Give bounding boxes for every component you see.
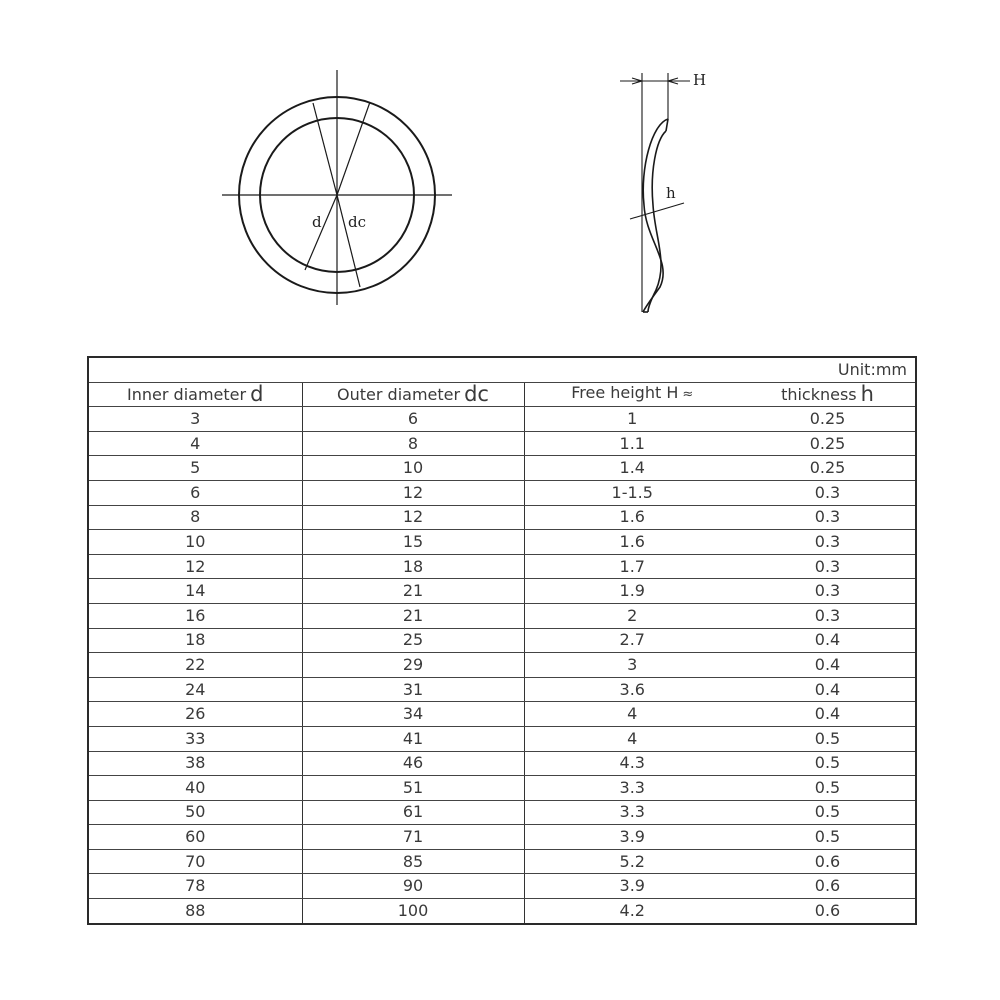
- outer-diameter-cell: 100: [302, 899, 524, 924]
- inner-diameter-label: d: [312, 213, 322, 231]
- outer-diameter-cell: 85: [302, 849, 524, 874]
- inner-diameter-cell: 8: [88, 505, 302, 530]
- free-height-value: 3.3: [619, 777, 645, 797]
- header-free-height: [524, 382, 740, 407]
- washer-drawing: [0, 0, 1000, 350]
- thickness-cell: 0.3: [740, 480, 916, 505]
- thickness-cell: 0.3: [740, 579, 916, 604]
- front-view: [222, 70, 452, 305]
- free-height-value: 1: [627, 408, 638, 428]
- inner-diameter-cell: 33: [88, 726, 302, 751]
- free-height-value: 1.1: [619, 433, 645, 453]
- outer-diameter-leader-top: [337, 102, 370, 195]
- thickness-cell: 0.4: [740, 653, 916, 678]
- thickness-cell: 0.5: [740, 726, 916, 751]
- inner-diameter-cell: 12: [88, 554, 302, 579]
- table-row: [88, 899, 916, 924]
- free-height-value: 3.9: [619, 827, 645, 847]
- washer-top-edge: [666, 119, 668, 131]
- table-row: [88, 653, 916, 678]
- spec-table: [87, 356, 917, 925]
- table-row: [88, 530, 916, 555]
- free-height-cell: [524, 874, 740, 899]
- washer-profile-inner: [648, 131, 666, 312]
- thickness-cell: 0.4: [740, 702, 916, 727]
- outer-diameter-cell: 71: [302, 825, 524, 850]
- outer-diameter-cell: 8: [302, 431, 524, 456]
- free-height-cell: [524, 554, 740, 579]
- free-height-value: 1.6: [619, 507, 645, 527]
- thickness-leader: [630, 203, 684, 219]
- free-height-value: 1.7: [619, 556, 645, 576]
- header-outer-diameter: [302, 382, 524, 407]
- free-height-cell: [524, 677, 740, 702]
- header-outer-diameter-label: Outer diameter: [337, 384, 461, 404]
- inner-diameter-cell: 26: [88, 702, 302, 727]
- thickness-cell: 0.5: [740, 776, 916, 801]
- unit-row: [88, 357, 916, 382]
- table-row: [88, 800, 916, 825]
- outer-diameter-cell: 21: [302, 603, 524, 628]
- free-height-cell: [524, 776, 740, 801]
- inner-diameter-cell: 40: [88, 776, 302, 801]
- thickness-cell: 0.3: [740, 603, 916, 628]
- thickness-cell: 0.4: [740, 677, 916, 702]
- outer-diameter-leader-bottom: [337, 195, 360, 287]
- table-row: [88, 751, 916, 776]
- free-height-cell: [524, 899, 740, 924]
- inner-diameter-cell: 70: [88, 849, 302, 874]
- table-row: [88, 874, 916, 899]
- table-row: [88, 603, 916, 628]
- thickness-label: h: [666, 184, 676, 202]
- thickness-cell: 0.3: [740, 554, 916, 579]
- free-height-cell: [524, 579, 740, 604]
- outer-diameter-cell: 90: [302, 874, 524, 899]
- free-height-cell: [524, 800, 740, 825]
- thickness-cell: 0.25: [740, 431, 916, 456]
- inner-diameter-cell: 24: [88, 677, 302, 702]
- table-row: [88, 849, 916, 874]
- header-inner-diameter-symbol: d: [250, 382, 264, 406]
- table-row: [88, 825, 916, 850]
- free-height-cell: [524, 726, 740, 751]
- header-free-height-symbol: H: [666, 383, 679, 403]
- inner-diameter-cell: 78: [88, 874, 302, 899]
- thickness-cell: 0.4: [740, 628, 916, 653]
- free-height-cell: [524, 505, 740, 530]
- inner-diameter-leader-top: [313, 103, 337, 195]
- free-height-value: 4: [627, 728, 638, 748]
- side-view: [620, 73, 690, 312]
- inner-diameter-cell: 18: [88, 628, 302, 653]
- thickness-cell: 0.5: [740, 800, 916, 825]
- thickness-cell: 0.6: [740, 874, 916, 899]
- outer-diameter-cell: 29: [302, 653, 524, 678]
- outer-diameter-label: dc: [348, 213, 367, 231]
- header-thickness: [740, 382, 916, 407]
- table-row: [88, 677, 916, 702]
- outer-diameter-cell: 61: [302, 800, 524, 825]
- inner-diameter-cell: 38: [88, 751, 302, 776]
- free-height-cell: [524, 849, 740, 874]
- table-row: [88, 628, 916, 653]
- inner-diameter-cell: 14: [88, 579, 302, 604]
- free-height-cell: [524, 751, 740, 776]
- outer-diameter-cell: 21: [302, 579, 524, 604]
- table-row: [88, 480, 916, 505]
- free-height-value: 1.6: [619, 531, 645, 551]
- table-row: [88, 431, 916, 456]
- free-height-cell: [524, 653, 740, 678]
- table-row: [88, 579, 916, 604]
- inner-diameter-cell: 50: [88, 800, 302, 825]
- thickness-cell: 0.5: [740, 825, 916, 850]
- free-height-cell: [524, 407, 740, 432]
- free-height-value: 4: [627, 704, 638, 724]
- inner-diameter-cell: 5: [88, 456, 302, 481]
- free-height-label: H: [693, 71, 707, 89]
- spec-table-body: [88, 357, 916, 924]
- inner-diameter-cell: 60: [88, 825, 302, 850]
- inner-diameter-cell: 16: [88, 603, 302, 628]
- free-height-value: 3: [627, 654, 638, 674]
- header-thickness-symbol: h: [860, 382, 874, 406]
- outer-diameter-cell: 46: [302, 751, 524, 776]
- free-height-cell: [524, 530, 740, 555]
- unit-label: Unit:mm: [88, 357, 916, 382]
- outer-diameter-cell: 6: [302, 407, 524, 432]
- header-thickness-label: thickness: [781, 384, 857, 404]
- free-height-cell: [524, 702, 740, 727]
- inner-diameter-cell: 22: [88, 653, 302, 678]
- header-free-height-approx: ≈: [682, 387, 694, 403]
- free-height-value: 5.2: [619, 851, 645, 871]
- outer-diameter-cell: 31: [302, 677, 524, 702]
- thickness-cell: 0.3: [740, 505, 916, 530]
- free-height-cell: [524, 603, 740, 628]
- table-row: [88, 726, 916, 751]
- free-height-value: 4.2: [619, 900, 645, 920]
- table-row: [88, 554, 916, 579]
- thickness-cell: 0.25: [740, 407, 916, 432]
- free-height-cell: [524, 480, 740, 505]
- header-free-height-label: Free height: [571, 383, 662, 403]
- inner-diameter-cell: 3: [88, 407, 302, 432]
- free-height-value: 3.3: [619, 802, 645, 822]
- thickness-cell: 0.3: [740, 530, 916, 555]
- thickness-cell: 0.5: [740, 751, 916, 776]
- inner-diameter-cell: 10: [88, 530, 302, 555]
- free-height-value: 1.9: [619, 581, 645, 601]
- thickness-cell: 0.6: [740, 849, 916, 874]
- thickness-cell: 0.25: [740, 456, 916, 481]
- free-height-cell: [524, 825, 740, 850]
- thickness-cell: 0.6: [740, 899, 916, 924]
- header-inner-diameter: [88, 382, 302, 407]
- free-height-cell: [524, 456, 740, 481]
- outer-diameter-cell: 10: [302, 456, 524, 481]
- outer-diameter-cell: 15: [302, 530, 524, 555]
- free-height-value: 1-1.5: [611, 482, 653, 502]
- outer-diameter-cell: 12: [302, 505, 524, 530]
- outer-diameter-cell: 41: [302, 726, 524, 751]
- table-row: [88, 702, 916, 727]
- table-row: [88, 407, 916, 432]
- inner-diameter-cell: 4: [88, 431, 302, 456]
- outer-diameter-cell: 51: [302, 776, 524, 801]
- free-height-value: 3.6: [619, 679, 645, 699]
- free-height-value: 3.9: [619, 876, 645, 896]
- table-row: [88, 456, 916, 481]
- table-row: [88, 776, 916, 801]
- outer-diameter-cell: 34: [302, 702, 524, 727]
- inner-diameter-cell: 6: [88, 480, 302, 505]
- inner-diameter-leader-bottom: [305, 195, 337, 270]
- washer-profile-outer: [643, 119, 668, 312]
- free-height-value: 2: [627, 605, 638, 625]
- outer-diameter-cell: 18: [302, 554, 524, 579]
- free-height-value: 1.4: [619, 458, 645, 478]
- header-row: [88, 382, 916, 407]
- free-height-value: 4.3: [619, 753, 645, 773]
- outer-diameter-cell: 25: [302, 628, 524, 653]
- inner-diameter-cell: 88: [88, 899, 302, 924]
- table-row: [88, 505, 916, 530]
- free-height-cell: [524, 431, 740, 456]
- header-inner-diameter-label: Inner diameter: [127, 384, 247, 404]
- free-height-cell: [524, 628, 740, 653]
- free-height-value: 2.7: [619, 630, 645, 650]
- outer-diameter-cell: 12: [302, 480, 524, 505]
- header-outer-diameter-symbol: dc: [464, 382, 489, 406]
